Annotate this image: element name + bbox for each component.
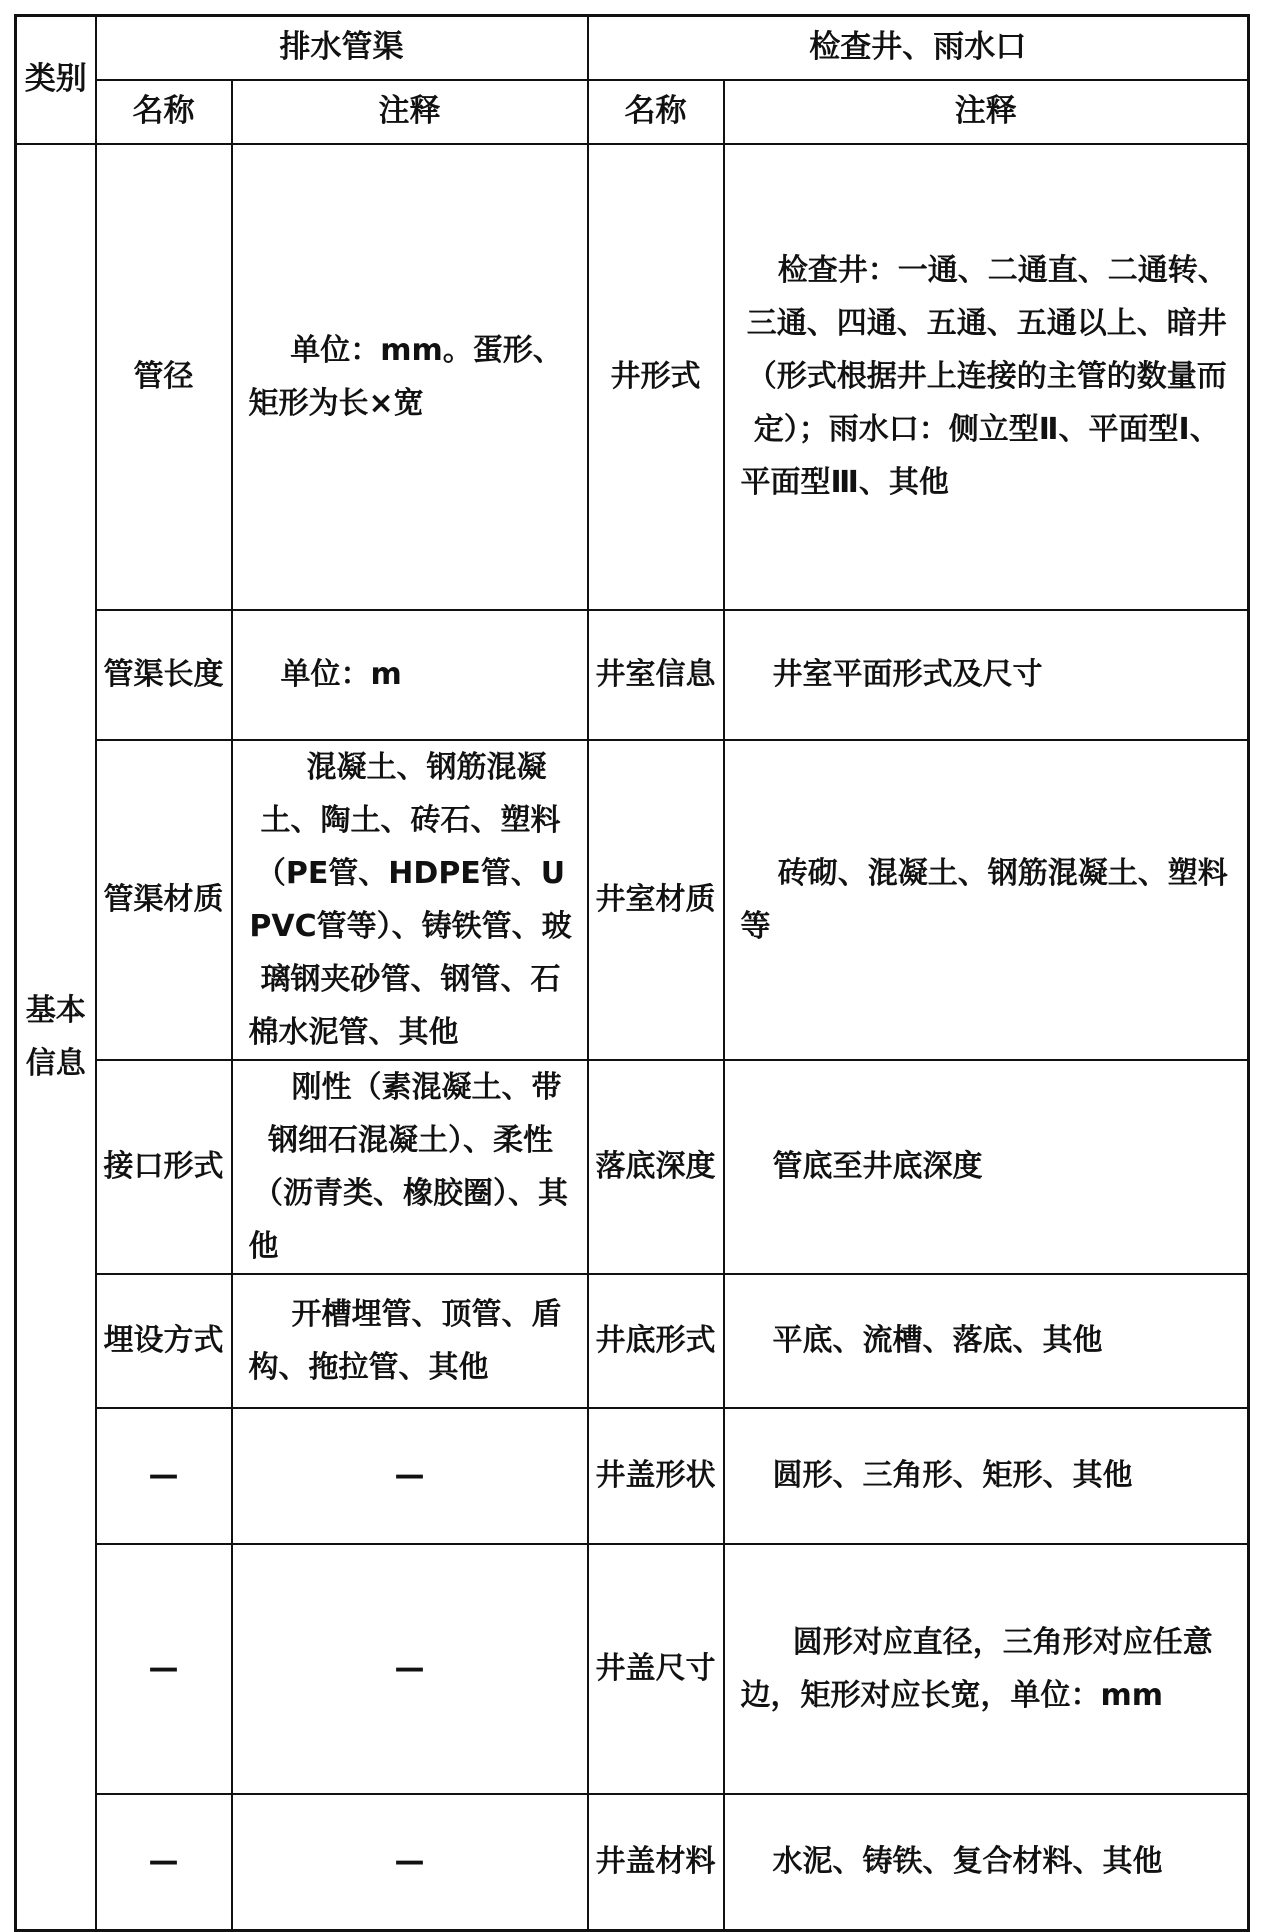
- well-note-text: 圆形对应直径，三角形对应任意边，矩形对应长宽，单位：mm: [740, 1624, 1213, 1713]
- pipe-name-header: 名称: [96, 80, 232, 144]
- pipe-name-cell: 埋设方式: [96, 1274, 232, 1408]
- pipe-note-text: 单位：mm。蛋形、矩形为长×宽: [248, 332, 563, 421]
- well-note-cell: [724, 1544, 1249, 1794]
- pipe-note-cell: [232, 1060, 588, 1274]
- pipe-note-cell: [232, 144, 588, 610]
- well-name-cell: 落底深度: [588, 1060, 724, 1274]
- well-name-cell: 井室材质: [588, 740, 724, 1060]
- well-note-text: 平底、流槽、落底、其他: [772, 1323, 1103, 1358]
- pipe-name-cell: 管径: [96, 144, 232, 610]
- well-note-text: 砖砌、混凝土、钢筋混凝土、塑料等: [740, 855, 1228, 944]
- table-row: [16, 1060, 1249, 1274]
- well-note-header: 注释: [724, 80, 1249, 144]
- well-name-cell: 井盖材料: [588, 1794, 724, 1931]
- pipe-name-cell: —: [96, 1544, 232, 1794]
- drain-pipe-group-header: 排水管渠: [96, 16, 588, 80]
- attribute-table: [14, 14, 1250, 1932]
- pipe-note-cell: [232, 740, 588, 1060]
- table-row: [16, 1544, 1249, 1794]
- header-row-group: [16, 16, 1249, 80]
- well-note-cell: [724, 610, 1249, 740]
- pipe-name-cell: —: [96, 1794, 232, 1931]
- well-note-cell: [724, 1060, 1249, 1274]
- well-name-header: 名称: [588, 80, 724, 144]
- well-note-text: 检查井：一通、二通直、二通转、三通、四通、五通、五通以上、暗井（形式根据井上连接的主管的数量而定）；雨水口：侧立型Ⅱ、平面型Ⅰ、平面型Ⅲ、其他: [740, 253, 1228, 500]
- pipe-note-cell: —: [232, 1408, 588, 1544]
- well-name-cell: 井形式: [588, 144, 724, 610]
- pipe-note-header: 注释: [232, 80, 588, 144]
- well-name-cell: 井盖尺寸: [588, 1544, 724, 1794]
- table-row: [16, 1408, 1249, 1544]
- pipe-note-cell: —: [232, 1794, 588, 1931]
- pipe-note-cell: [232, 610, 588, 740]
- category-cell: 基本信息: [16, 144, 96, 1931]
- well-note-text: 井室平面形式及尺寸: [772, 657, 1043, 692]
- pipe-name-cell: —: [96, 1408, 232, 1544]
- table-row: [16, 610, 1249, 740]
- pipe-name-cell: 管渠长度: [96, 610, 232, 740]
- header-row-columns: [16, 80, 1249, 144]
- pipe-note-text: 混凝土、钢筋混凝土、陶土、砖石、塑料（PE管、HDPE管、UPVC管等）、铸铁管、玻璃钢夹砂管、钢管、石棉水泥管、其他: [248, 749, 572, 1050]
- pipe-note-cell: [232, 1274, 588, 1408]
- well-note-cell: [724, 1408, 1249, 1544]
- pipe-note-cell: —: [232, 1544, 588, 1794]
- well-name-cell: 井室信息: [588, 610, 724, 740]
- pipe-note-text: 刚性（素混凝土、带钢细石混凝土）、柔性（沥青类、橡胶圈）、其他: [248, 1069, 568, 1264]
- table-row: [16, 1794, 1249, 1931]
- table-row: [16, 740, 1249, 1060]
- well-note-cell: [724, 740, 1249, 1060]
- well-note-cell: [724, 1794, 1249, 1931]
- well-name-cell: 井盖形状: [588, 1408, 724, 1544]
- well-note-text: 水泥、铸铁、复合材料、其他: [772, 1844, 1163, 1880]
- well-note-text: 管底至井底深度: [772, 1149, 983, 1184]
- pipe-note-text: 开槽埋管、顶管、盾构、拖拉管、其他: [248, 1296, 562, 1385]
- inspection-well-group-header: 检查井、雨水口: [588, 16, 1249, 80]
- table-row: [16, 1274, 1249, 1408]
- table-row: [16, 144, 1249, 610]
- well-note-cell: [724, 1274, 1249, 1408]
- well-note-text: 圆形、三角形、矩形、其他: [772, 1458, 1133, 1493]
- pipe-name-cell: 管渠材质: [96, 740, 232, 1060]
- pipe-name-cell: 接口形式: [96, 1060, 232, 1274]
- well-name-cell: 井底形式: [588, 1274, 724, 1408]
- category-header: 类别: [16, 16, 96, 144]
- pipe-note-text: 单位：m: [280, 657, 402, 692]
- well-note-cell: [724, 144, 1249, 610]
